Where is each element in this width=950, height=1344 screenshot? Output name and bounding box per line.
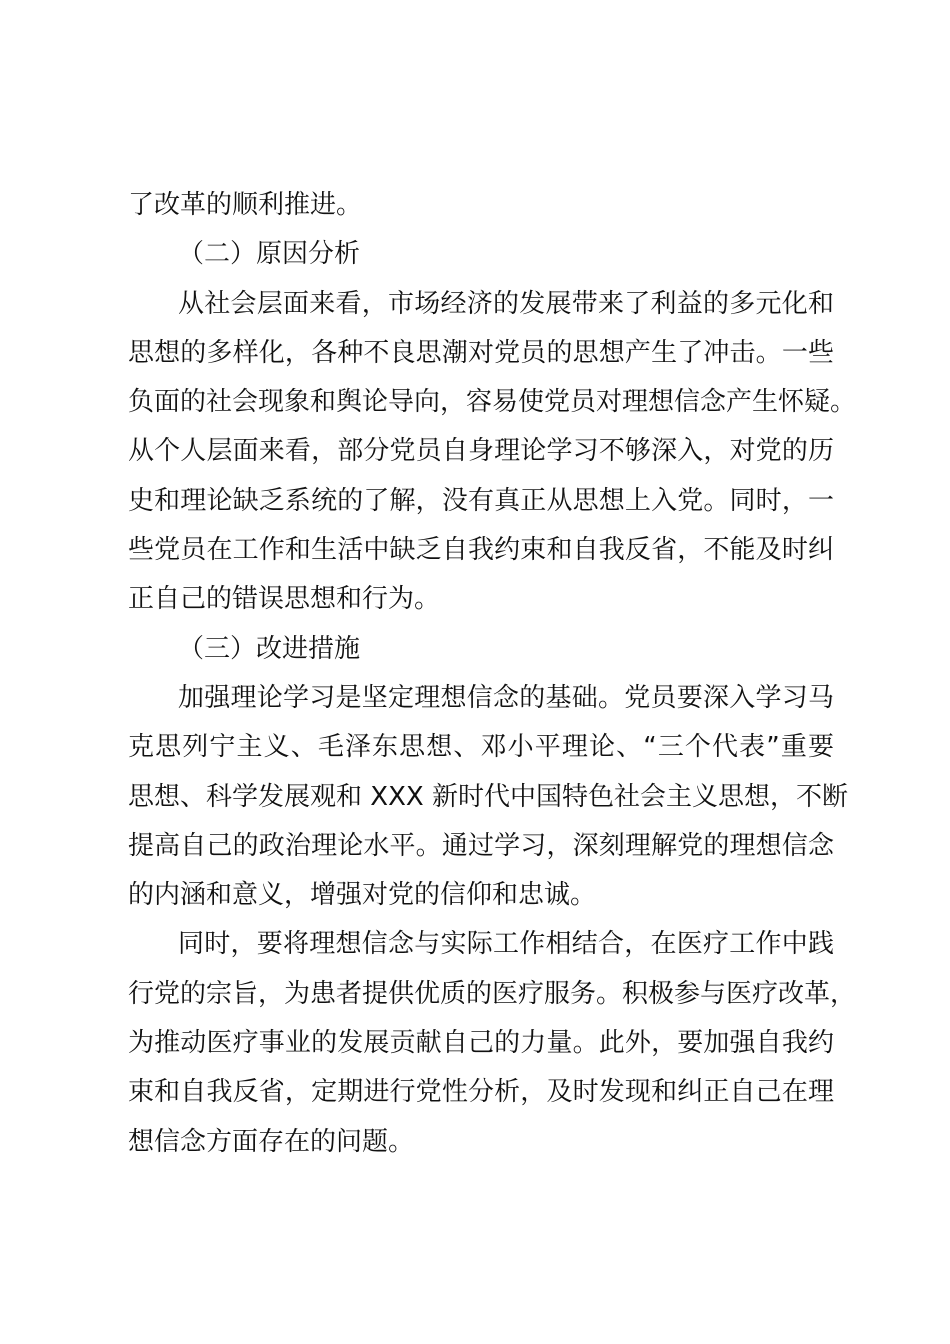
paragraph-line: 同时，要将理想信念与实际工作相结合，在医疗工作中践 bbox=[178, 929, 834, 960]
section-heading-causes: （二）原因分析 bbox=[178, 239, 361, 270]
paragraph-line: 正自己的错误思想和行为。 bbox=[128, 584, 441, 615]
paragraph-line: 从个人层面来看，部分党员自身理论学习不够深入，对党的历 bbox=[128, 436, 834, 467]
paragraph-line: 思想、科学发展观和 XXX 新时代中国特色社会主义思想，不断 bbox=[128, 781, 848, 812]
paragraph-line: 想信念方面存在的问题。 bbox=[128, 1126, 415, 1157]
document-body bbox=[128, 181, 857, 1167]
paragraph-line: 从社会层面来看，市场经济的发展带来了利益的多元化和 bbox=[178, 288, 834, 319]
paragraph-line: 加强理论学习是坚定理想信念的基础。党员要深入学习马 bbox=[178, 682, 834, 713]
section-heading-measures: （三）改进措施 bbox=[178, 633, 361, 664]
paragraph-line: 史和理论缺乏系统的了解，没有真正从思想上入党。同时，一 bbox=[128, 485, 834, 516]
paragraph-line: 为推动医疗事业的发展贡献自己的力量。此外，要加强自我约 bbox=[128, 1028, 834, 1059]
paragraph-line: 些党员在工作和生活中缺乏自我约束和自我反省，不能及时纠 bbox=[128, 535, 834, 566]
paragraph-line: 的内涵和意义，增强对党的信仰和忠诚。 bbox=[128, 880, 597, 911]
paragraph-line: 负面的社会现象和舆论导向，容易使党员对理想信念产生怀疑。 bbox=[128, 387, 857, 418]
paragraph-line: 行党的宗旨，为患者提供优质的医疗服务。积极参与医疗改革， bbox=[128, 978, 857, 1009]
paragraph-continuation-line: 了改革的顺利推进。 bbox=[128, 190, 363, 220]
paragraph-line: 束和自我反省，定期进行党性分析，及时发现和纠正自己在理 bbox=[128, 1077, 834, 1108]
paragraph-line: 思想的多样化，各种不良思潮对党员的思想产生了冲击。一些 bbox=[128, 337, 834, 368]
paragraph-line: 克思列宁主义、毛泽东思想、邓小平理论、“三个代表”重要 bbox=[128, 732, 834, 763]
paragraph-line: 提高自己的政治理论水平。通过学习，深刻理解党的理想信念 bbox=[128, 830, 834, 861]
